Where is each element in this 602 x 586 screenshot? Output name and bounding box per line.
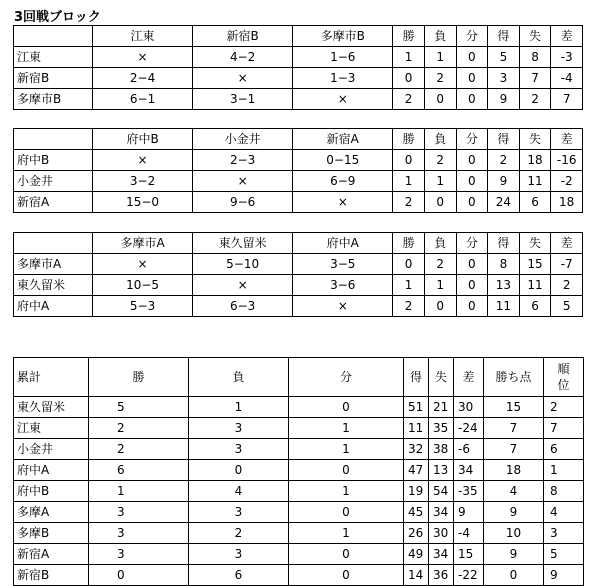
header-cell: 差 [454,358,484,397]
value-cell: 32 [404,439,429,460]
table-header-row [14,26,583,47]
value-cell: 9 [488,171,520,192]
value-cell: -7 [551,254,583,275]
header-cell: 順位 [544,358,584,397]
table-row [14,275,583,296]
value-cell: 3 [89,502,189,523]
value-cell: 0 [456,150,488,171]
table-row [14,523,584,544]
value-cell: 24 [488,192,520,213]
value-cell: 0 [424,296,456,317]
team-name-cell: 江東 [14,418,89,439]
value-cell: 1 [424,171,456,192]
table-row [14,296,583,317]
value-cell: 5 [544,544,584,565]
value-cell: 6 [519,296,551,317]
value-cell: 1 [424,275,456,296]
value-cell: 0 [456,254,488,275]
value-cell: 15 [519,254,551,275]
group-table-3 [13,232,583,317]
value-cell: 7 [519,68,551,89]
value-cell: 18 [484,460,544,481]
value-cell: 1 [393,171,425,192]
value-cell: 1−6 [293,47,393,68]
header-cell: 負 [424,129,456,150]
header-cell: 失 [519,129,551,150]
value-cell: 5 [89,397,189,418]
value-cell: × [93,150,193,171]
header-cell: 多摩市A [93,233,193,254]
value-cell: 1 [89,481,189,502]
table-row [14,565,584,586]
value-cell: × [93,47,193,68]
value-cell: 9 [544,565,584,586]
header-cell: 負 [424,233,456,254]
value-cell: 2 [189,523,289,544]
value-cell: × [193,68,293,89]
value-cell: 2 [544,397,584,418]
header-cell: 失 [519,233,551,254]
value-cell: 30 [454,397,484,418]
value-cell: 15−0 [93,192,193,213]
value-cell: 5−3 [93,296,193,317]
value-cell: 0 [456,68,488,89]
value-cell: × [293,296,393,317]
value-cell: 38 [429,439,454,460]
value-cell: -6 [454,439,484,460]
value-cell: 2 [488,150,520,171]
value-cell: 6 [189,565,289,586]
header-cell: 得 [404,358,429,397]
header-cell: 累計 [14,358,89,397]
value-cell: 3−6 [293,275,393,296]
table-row [14,418,584,439]
header-cell: 失 [519,26,551,47]
value-cell: 7 [484,418,544,439]
value-cell: 2 [424,68,456,89]
value-cell: 1 [544,460,584,481]
value-cell: 6 [519,192,551,213]
value-cell: 0 [424,192,456,213]
team-name-cell: 東久留米 [14,275,93,296]
value-cell: 3 [189,439,289,460]
value-cell: 7 [484,439,544,460]
header-cell: 多摩市B [293,26,393,47]
header-cell: 勝 [393,129,425,150]
value-cell: 5 [551,296,583,317]
team-name-cell: 新宿B [14,565,89,586]
value-cell: × [193,275,293,296]
value-cell: 1 [289,418,404,439]
group-table-2 [13,128,583,213]
value-cell: 0 [289,502,404,523]
header-cell: 府中A [293,233,393,254]
value-cell: 9 [454,502,484,523]
value-cell: 0−15 [293,150,393,171]
value-cell: 1 [393,275,425,296]
team-name-cell: 多摩市B [14,89,93,110]
value-cell: 1−3 [293,68,393,89]
value-cell: 3 [189,544,289,565]
value-cell: 34 [429,502,454,523]
value-cell: 0 [456,275,488,296]
value-cell: × [193,171,293,192]
value-cell: 1 [189,397,289,418]
value-cell: -4 [454,523,484,544]
table-row [14,544,584,565]
value-cell: 6−9 [293,171,393,192]
value-cell: 15 [454,544,484,565]
value-cell: 2 [89,418,189,439]
value-cell: 3−1 [193,89,293,110]
value-cell: 0 [456,296,488,317]
value-cell: 8 [519,47,551,68]
value-cell: 49 [404,544,429,565]
value-cell: 1 [289,481,404,502]
table-row [14,502,584,523]
header-cell: 分 [456,26,488,47]
value-cell: 0 [456,171,488,192]
value-cell: 2 [551,275,583,296]
value-cell: 5−10 [193,254,293,275]
value-cell: 3−5 [293,254,393,275]
value-cell: 0 [393,254,425,275]
value-cell: 1 [289,523,404,544]
page-title: 3回戦ブロック [14,10,101,25]
value-cell: 7 [551,89,583,110]
table-header-row [14,358,584,397]
team-name-cell: 府中B [14,150,93,171]
value-cell: 51 [404,397,429,418]
value-cell: 10 [484,523,544,544]
value-cell: 35 [429,418,454,439]
value-cell: 19 [404,481,429,502]
value-cell: 3 [488,68,520,89]
header-cell: 負 [189,358,289,397]
team-name-cell: 府中A [14,460,89,481]
table-row [14,481,584,502]
value-cell: 0 [289,460,404,481]
value-cell: 18 [551,192,583,213]
value-cell: 3 [89,523,189,544]
value-cell: 47 [404,460,429,481]
value-cell: 8 [488,254,520,275]
team-name-cell: 小金井 [14,171,93,192]
header-cell: 分 [289,358,404,397]
value-cell: 1 [424,47,456,68]
team-name-cell: 小金井 [14,439,89,460]
header-cell [14,233,93,254]
value-cell: 0 [289,397,404,418]
table-row [14,439,584,460]
summary-table [13,357,584,586]
header-cell: 新宿B [193,26,293,47]
value-cell: 0 [393,68,425,89]
header-cell: 得 [488,233,520,254]
value-cell: 0 [424,89,456,110]
value-cell: 3 [89,544,189,565]
table-row [14,47,583,68]
value-cell: 9−6 [193,192,293,213]
header-cell [14,129,93,150]
value-cell: 5 [488,47,520,68]
header-cell: 分 [456,233,488,254]
value-cell: 4 [484,481,544,502]
header-cell: 得 [488,26,520,47]
value-cell: 2 [393,89,425,110]
value-cell: 2 [393,296,425,317]
table-row [14,89,583,110]
value-cell: 6 [544,439,584,460]
value-cell: 3 [544,523,584,544]
team-name-cell: 新宿B [14,68,93,89]
value-cell: × [93,254,193,275]
header-cell: 負 [424,26,456,47]
value-cell: 1 [393,47,425,68]
header-cell: 失 [429,358,454,397]
header-cell: 差 [551,26,583,47]
value-cell: 2 [89,439,189,460]
value-cell: 1 [289,439,404,460]
header-cell: 差 [551,233,583,254]
header-cell [14,26,93,47]
value-cell: 6 [89,460,189,481]
table-row [14,397,584,418]
value-cell: 4 [544,502,584,523]
value-cell: 6−1 [93,89,193,110]
value-cell: 36 [429,565,454,586]
header-cell: 勝 [393,26,425,47]
table-row [14,68,583,89]
value-cell: 0 [189,460,289,481]
value-cell: 6−3 [193,296,293,317]
value-cell: 2 [424,254,456,275]
header-cell: 江東 [93,26,193,47]
value-cell: 11 [488,296,520,317]
header-cell: 府中B [93,129,193,150]
value-cell: 4−2 [193,47,293,68]
value-cell: 26 [404,523,429,544]
value-cell: 13 [429,460,454,481]
value-cell: 34 [454,460,484,481]
header-cell: 差 [551,129,583,150]
value-cell: 11 [519,171,551,192]
value-cell: × [293,89,393,110]
value-cell: 0 [289,544,404,565]
value-cell: 0 [89,565,189,586]
value-cell: 13 [488,275,520,296]
team-name-cell: 府中A [14,296,93,317]
value-cell: -35 [454,481,484,502]
team-name-cell: 多摩A [14,502,89,523]
value-cell: -22 [454,565,484,586]
group-table-1 [13,25,583,110]
team-name-cell: 新宿A [14,544,89,565]
value-cell: 0 [484,565,544,586]
table-header-row [14,233,583,254]
value-cell: × [293,192,393,213]
value-cell: 9 [488,89,520,110]
header-cell: 勝 [89,358,189,397]
table-row [14,460,584,481]
team-name-cell: 府中B [14,481,89,502]
value-cell: -3 [551,47,583,68]
value-cell: 18 [519,150,551,171]
value-cell: 34 [429,544,454,565]
value-cell: 2 [519,89,551,110]
header-cell: 小金井 [193,129,293,150]
header-cell: 得 [488,129,520,150]
team-name-cell: 多摩市A [14,254,93,275]
table-header-row [14,129,583,150]
value-cell: 0 [456,192,488,213]
value-cell: 21 [429,397,454,418]
value-cell: -2 [551,171,583,192]
value-cell: 14 [404,565,429,586]
value-cell: 4 [189,481,289,502]
value-cell: 2−4 [93,68,193,89]
value-cell: 0 [456,47,488,68]
header-cell: 新宿A [293,129,393,150]
table-row [14,192,583,213]
value-cell: 11 [519,275,551,296]
value-cell: 30 [429,523,454,544]
value-cell: 15 [484,397,544,418]
value-cell: 9 [484,544,544,565]
team-name-cell: 新宿A [14,192,93,213]
value-cell: 11 [404,418,429,439]
value-cell: 3−2 [93,171,193,192]
value-cell: 3 [189,502,289,523]
value-cell: 7 [544,418,584,439]
value-cell: 2−3 [193,150,293,171]
header-cell: 勝 [393,233,425,254]
table-row [14,171,583,192]
value-cell: -24 [454,418,484,439]
value-cell: 0 [393,150,425,171]
value-cell: 3 [189,418,289,439]
header-cell: 勝ち点 [484,358,544,397]
value-cell: -16 [551,150,583,171]
value-cell: 9 [484,502,544,523]
value-cell: 45 [404,502,429,523]
header-cell: 分 [456,129,488,150]
value-cell: 10−5 [93,275,193,296]
value-cell: 2 [393,192,425,213]
table-row [14,150,583,171]
value-cell: -4 [551,68,583,89]
value-cell: 0 [456,89,488,110]
value-cell: 54 [429,481,454,502]
team-name-cell: 多摩B [14,523,89,544]
header-cell: 東久留米 [193,233,293,254]
team-name-cell: 江東 [14,47,93,68]
table-row [14,254,583,275]
value-cell: 8 [544,481,584,502]
team-name-cell: 東久留米 [14,397,89,418]
value-cell: 2 [424,150,456,171]
value-cell: 0 [289,565,404,586]
